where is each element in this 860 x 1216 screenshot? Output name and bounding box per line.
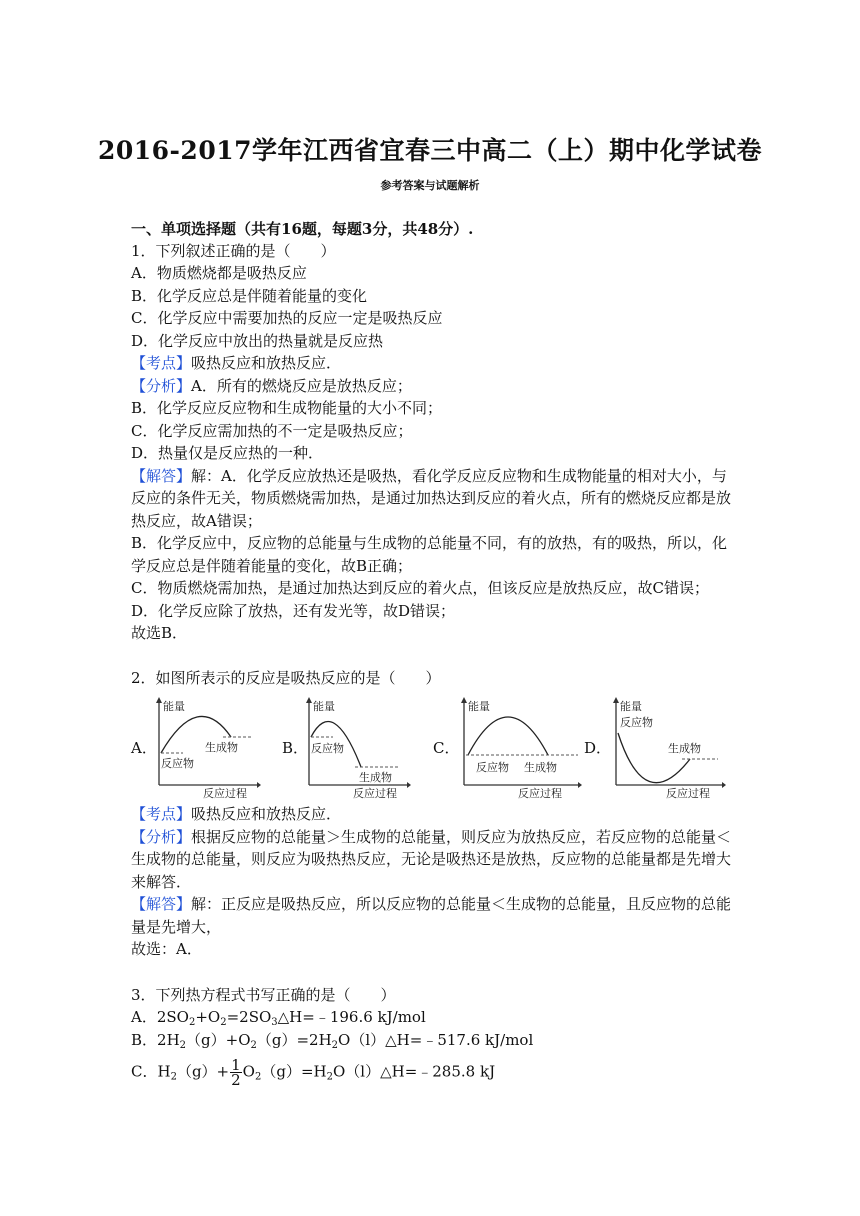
q2-jieda-2: 量是先增大， (131, 918, 222, 936)
q1-option-b: B．化学反应总是伴随着能量的变化 (131, 287, 368, 305)
q1-jieda-2: 反应的条件无关，物质燃烧需加热，是通过加热达到反应的着火点，所有的燃烧反应都是放 (131, 489, 732, 507)
subscript: 3 (271, 1017, 278, 1028)
q3-b-part: O（l）△H=﹣517.6 kJ/mol (338, 1031, 534, 1049)
x-axis-label: 反应过程 (203, 787, 247, 799)
q3-c-part: C．H (131, 1062, 171, 1081)
q2-kaodian (131, 803, 341, 825)
q3-c-part: （g）=H (261, 1062, 327, 1081)
q2-option-d-label: D． (584, 739, 612, 757)
q3-option-a (131, 1006, 426, 1028)
y-axis-label: 能量 (163, 700, 185, 713)
q1-fenxi-c: C．化学反应需加热的不一定是吸热反应； (131, 422, 413, 440)
product-label: 生成物 (524, 761, 557, 774)
q1-option-a: A．物质燃烧都是吸热反应 (131, 264, 307, 282)
fraction-denominator: 2 (231, 1071, 241, 1089)
fraction-numerator: 1 (231, 1056, 241, 1074)
q3-a-part: +O (195, 1008, 221, 1026)
q1-jieda-1 (131, 465, 727, 487)
q1-jieda-text: 解：A．化学反应放热还是吸热，看化学反应反应物和生成物能量的相对大小，与 (191, 467, 727, 485)
q2-option-c-label: C． (433, 739, 460, 757)
product-label: 生成物 (205, 741, 238, 754)
q3-a-part: A．2SO (131, 1008, 189, 1026)
q1-jieda-4: B．化学反应中，反应物的总能量与生成物的总能量不同，有的放热，有的吸热，所以，化 (131, 534, 728, 552)
q2-option-b-label: B． (282, 739, 309, 757)
fenxi-tag: 【分析】 (131, 377, 192, 395)
q3-c-part: O (242, 1062, 255, 1081)
fraction-one-half (230, 1058, 242, 1087)
x-axis-label: 反应过程 (353, 787, 397, 799)
subscript: 2 (188, 1017, 196, 1028)
jieda-tag: 【解答】 (131, 895, 192, 913)
q2-kaodian-text: 吸热反应和放热反应． (191, 805, 342, 823)
q2-diagram-c (458, 697, 582, 799)
y-axis-label: 能量 (620, 700, 642, 713)
q3-a-part: △H=﹣196.6 kJ/mol (277, 1008, 426, 1026)
subscript: 2 (170, 1071, 177, 1083)
kaodian-tag: 【考点】 (131, 354, 192, 372)
q1-jieda-6: C．物质燃烧需加热，是通过加热达到反应的着火点，但该反应是放热反应，故C错误； (131, 579, 709, 597)
q3-a-part: =2SO (226, 1008, 272, 1026)
q3-option-b (131, 1029, 533, 1051)
section-heading: 一、单项选择题（共有16题，每题3分，共48分）. (131, 220, 474, 238)
q2-option-a-label: A． (131, 739, 157, 757)
q1-fenxi-d: D．热量仅是反应热的一种． (131, 444, 324, 462)
q3-b-part: B．2H (131, 1031, 180, 1049)
q1-jieda-7: D．化学反应除了放热，还有发光等，故D错误； (131, 602, 456, 620)
reactant-label: 反应物 (620, 716, 653, 729)
subscript: 2 (250, 1040, 257, 1051)
q3-c-part: （g）+ (176, 1062, 230, 1081)
subscript: 2 (326, 1071, 333, 1083)
product-label: 生成物 (668, 742, 701, 755)
subscript: 2 (331, 1040, 339, 1051)
q1-fenxi-b: B．化学反应反应物和生成物能量的大小不同； (131, 399, 443, 417)
reactant-label: 反应物 (476, 761, 509, 774)
q2-fenxi-text: 根据反应物的总能量＞生成物的总能量，则反应为放热反应，若反应物的总能量＜ (191, 828, 732, 846)
q2-diagram-b (303, 697, 411, 799)
subscript: 2 (254, 1071, 262, 1083)
subscript: 2 (179, 1040, 187, 1051)
x-axis-label: 反应过程 (518, 787, 562, 799)
q1-stem: 1．下列叙述正确的是（ ） (131, 242, 336, 260)
q2-jieda-1 (131, 893, 731, 915)
q1-kaodian (131, 352, 341, 374)
q2-stem: 2．如图所表示的反应是吸热反应的是（ ） (131, 669, 441, 687)
reactant-label: 反应物 (311, 742, 344, 755)
q1-option-c: C．化学反应中需要加热的反应一定是吸热反应 (131, 309, 443, 327)
q1-kaodian-text: 吸热反应和放热反应． (191, 354, 342, 372)
kaodian-tag: 【考点】 (131, 805, 192, 823)
page-subtitle: 参考答案与试题解析 (380, 179, 480, 192)
q2-fenxi-2: 生成物的总能量，则反应为吸热热反应，无论是吸热还是放热，反应物的总能量都是先增大 (131, 850, 732, 868)
q2-fenxi-3: 来解答． (131, 873, 192, 891)
q1-jieda-3: 热反应，故A错误； (131, 512, 262, 530)
q3-option-c (131, 1058, 495, 1087)
page-title: 2016-2017学年江西省宜春三中高二（上）期中化学试卷 (97, 136, 763, 165)
q1-answer: 故选B． (131, 624, 188, 642)
q2-diagram-d (610, 697, 726, 799)
q2-fenxi-1 (131, 826, 731, 848)
jieda-tag: 【解答】 (131, 467, 192, 485)
fenxi-tag: 【分析】 (131, 828, 192, 846)
q3-c-part: O（l）△H=﹣285.8 kJ (332, 1062, 496, 1081)
q3-b-part: （g）+O (186, 1031, 251, 1049)
reactant-label: 反应物 (161, 757, 194, 770)
y-axis-label: 能量 (468, 700, 490, 713)
q2-jieda-text: 解：正反应是吸热反应，所以反应物的总能量＜生成物的总能量，且反应物的总能 (191, 895, 732, 913)
q1-fenxi (131, 375, 412, 397)
subscript: 2 (220, 1017, 227, 1028)
product-label: 生成物 (359, 771, 392, 784)
q3-b-part: （g）=2H (256, 1031, 332, 1049)
y-axis-label: 能量 (313, 700, 335, 713)
q2-answer: 故选：A． (131, 940, 202, 958)
q2-diagram-a (153, 697, 261, 799)
q1-fenxi-text: A．所有的燃烧反应是放热反应； (191, 377, 412, 395)
q1-jieda-5: 学反应总是伴随着能量的变化，故B正确； (131, 557, 413, 575)
q1-option-d: D．化学反应中放出的热量就是反应热 (131, 332, 384, 350)
x-axis-label: 反应过程 (666, 787, 710, 799)
q3-stem: 3．下列热方程式书写正确的是（ ） (131, 986, 396, 1004)
